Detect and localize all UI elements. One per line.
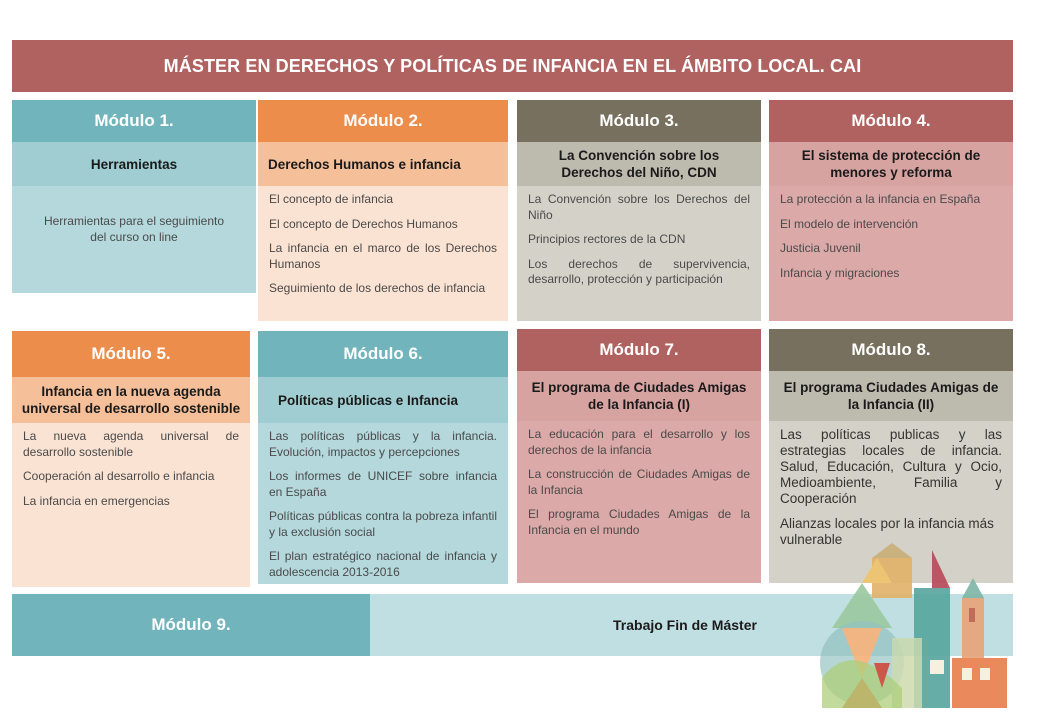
module-2: [258, 100, 508, 321]
module-item: Principios rectores de la CDN: [528, 232, 686, 246]
module-item: Infancia y migraciones: [780, 265, 900, 280]
module-body: [258, 186, 508, 321]
module-body: [258, 423, 508, 584]
module-item: Los informes de UNICEF sobre infancia en España: [269, 469, 497, 499]
module-item: Alianzas locales por la infancia más vulnerable: [780, 516, 994, 547]
module-item: El concepto de Derechos Humanos: [269, 216, 458, 231]
module-header: Módulo 3.: [517, 100, 761, 142]
module-item: El programa Ciudades Amigas de la Infancia en el mundo: [528, 507, 750, 537]
module-label: Trabajo Fin de Máster: [370, 594, 1013, 656]
module-3: [517, 100, 761, 321]
module-item: Las políticas publicas y las estrategias locales de infancia. Salud, Educación, Cultura y Ocio, Medioambiente, Familia y Cooperación: [780, 427, 1002, 506]
module-subtitle: El programa Ciudades Amigas de la Infancia (II): [769, 371, 1013, 421]
module-subtitle: Herramientas: [12, 142, 256, 186]
module-subtitle: La Convención sobre los Derechos del Niño, CDN: [517, 142, 761, 186]
module-item: La nueva agenda universal de desarrollo sostenible: [23, 429, 239, 459]
module-4: [769, 100, 1013, 321]
module-subtitle: El sistema de protección de menores y reforma: [769, 142, 1013, 186]
module-header: Módulo 2.: [258, 100, 508, 142]
module-header: Módulo 7.: [517, 329, 761, 371]
module-item: La infancia en emergencias: [23, 493, 170, 508]
module-item: El concepto de infancia: [269, 192, 394, 206]
module-body: [12, 186, 256, 293]
module-header: Módulo 9.: [12, 594, 370, 656]
module-body: [12, 423, 250, 587]
module-item: La infancia en el marco de los Derechos Humanos: [269, 241, 497, 271]
module-subtitle: El programa de Ciudades Amigas de la Infancia (I): [517, 371, 761, 421]
module-header: Módulo 6.: [258, 331, 508, 377]
module-subtitle: Infancia en la nueva agenda universal de desarrollo sostenible: [12, 377, 250, 423]
module-item: Políticas públicas contra la pobreza infantil y la exclusión social: [269, 509, 497, 539]
module-header: Módulo 5.: [12, 331, 250, 377]
module-header: Módulo 1.: [12, 100, 256, 142]
module-body: [517, 421, 761, 583]
module-header: Módulo 8.: [769, 329, 1013, 371]
module-item: El plan estratégico nacional de infancia y adolescencia 2013-2016: [269, 549, 497, 579]
module-item: La Convención sobre los Derechos del Niño: [528, 192, 750, 222]
module-body: [517, 186, 761, 321]
module-item: La construcción de Ciudades Amigas de la Infancia: [528, 467, 750, 497]
module-item: La protección a la infancia en España: [780, 192, 981, 206]
module-body: [769, 186, 1013, 321]
module-6: [258, 331, 508, 584]
module-item: Los derechos de supervivencia, desarrollo, protección y participación: [528, 256, 750, 286]
module-subtitle: Derechos Humanos e infancia: [258, 142, 508, 186]
page-title: MÁSTER EN DERECHOS Y POLÍTICAS DE INFANCIA EN EL ÁMBITO LOCAL. CAI: [12, 40, 1013, 92]
module-item: Cooperación al desarrollo e infancia: [23, 469, 215, 483]
module-subtitle: Políticas públicas e Infancia: [258, 377, 508, 423]
module-1: [12, 100, 256, 293]
module-5: [12, 331, 250, 587]
module-item: La educación para el desarrollo y los derechos de la infancia: [528, 427, 750, 457]
module-item: Herramientas para el seguimiento del curso on line: [43, 214, 225, 244]
module-item: El modelo de intervención: [780, 216, 919, 231]
module-item: Justicia Juvenil: [780, 241, 861, 255]
city-illustration-icon: [812, 538, 1018, 718]
module-item: Seguimiento de los derechos de infancia: [269, 281, 486, 295]
module-item: Las políticas públicas y la infancia. Evolución, impactos y percepciones: [269, 429, 497, 459]
module-header: Módulo 4.: [769, 100, 1013, 142]
module-7: [517, 329, 761, 583]
